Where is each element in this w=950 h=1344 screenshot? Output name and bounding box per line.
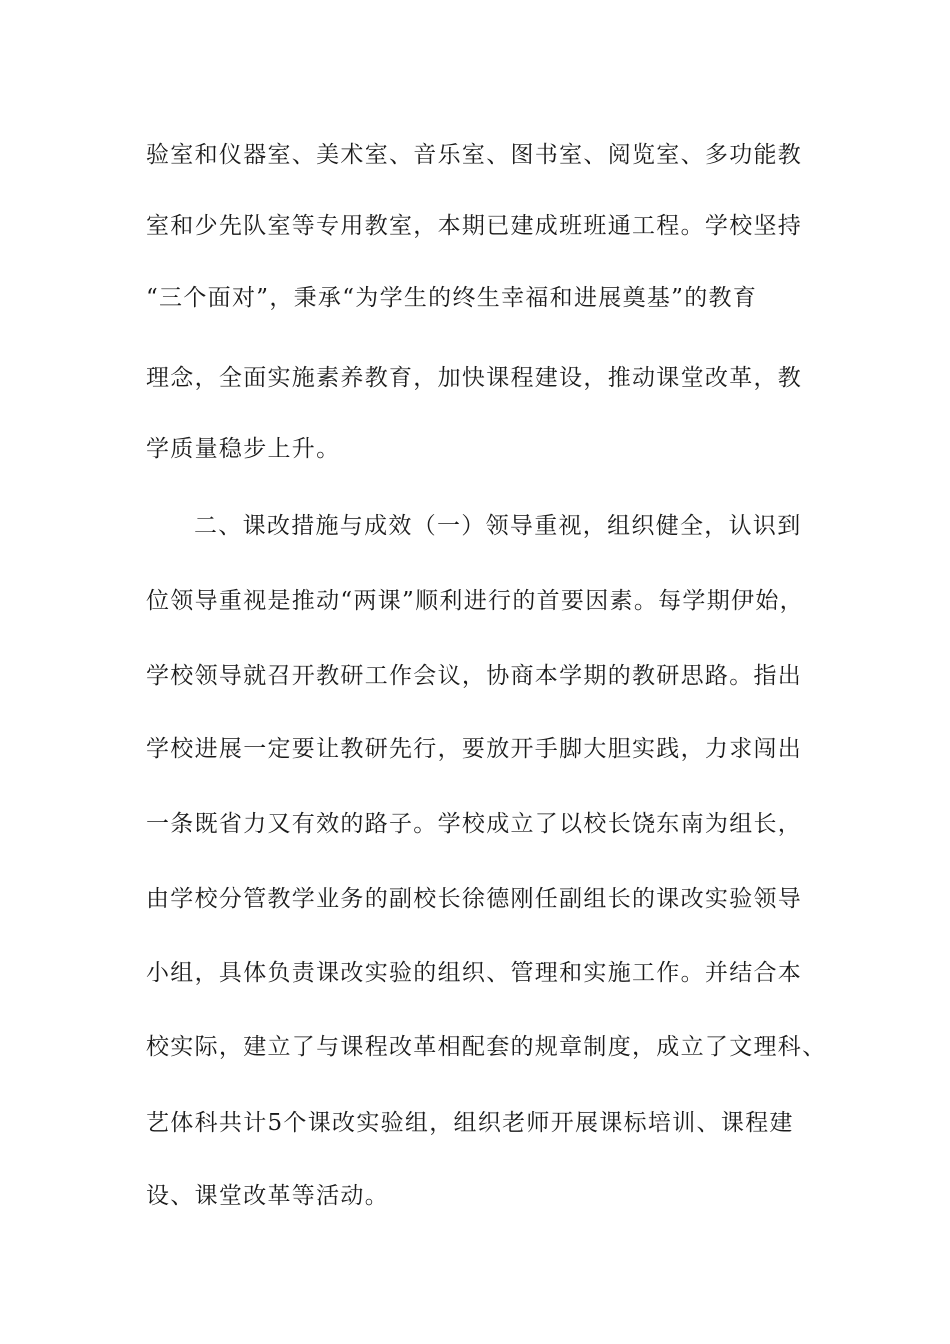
text-line: “三个面对”，秉承“为学生的终生幸福和进展奠基”的教育 bbox=[146, 285, 758, 311]
text-line: 艺体科共计5个课改实验组，组织老师开展课标培训、课程建 bbox=[146, 1110, 794, 1136]
text-line: 位领导重视是推动“两课”顺利进行的首要因素。每学期伊始， bbox=[146, 588, 804, 614]
text-line: 小组，具体负责课改实验的组织、管理和实施工作。并结合本 bbox=[146, 960, 803, 986]
text-line: 校实际，建立了与课程改革相配套的规章制度，成立了文理科、 bbox=[146, 1034, 827, 1060]
text-line: 由学校分管教学业务的副校长徐德刚任副组长的课改实验领导 bbox=[146, 886, 803, 912]
text-line: 理念，全面实施素养教育，加快课程建设，推动课堂改革，教 bbox=[146, 365, 803, 391]
text-line: 验室和仪器室、美术室、音乐室、图书室、阅览室、多功能教 bbox=[146, 142, 803, 168]
text-line: 设、课堂改革等活动。 bbox=[146, 1183, 389, 1209]
text-line: 一条既省力又有效的路子。学校成立了以校长饶东南为组长， bbox=[146, 811, 803, 837]
paragraph-heading-line: 二、课改措施与成效（一）领导重视，组织健全，认识到 bbox=[194, 513, 802, 539]
text-line: 室和少先队室等专用教室，本期已建成班班通工程。学校坚持 bbox=[146, 213, 803, 239]
text-line: 学校进展一定要让教研先行，要放开手脚大胆实践，力求闯出 bbox=[146, 736, 803, 762]
text-line: 学校领导就召开教研工作会议，协商本学期的教研思路。指出 bbox=[146, 663, 803, 689]
text-line: 学质量稳步上升。 bbox=[146, 436, 341, 462]
